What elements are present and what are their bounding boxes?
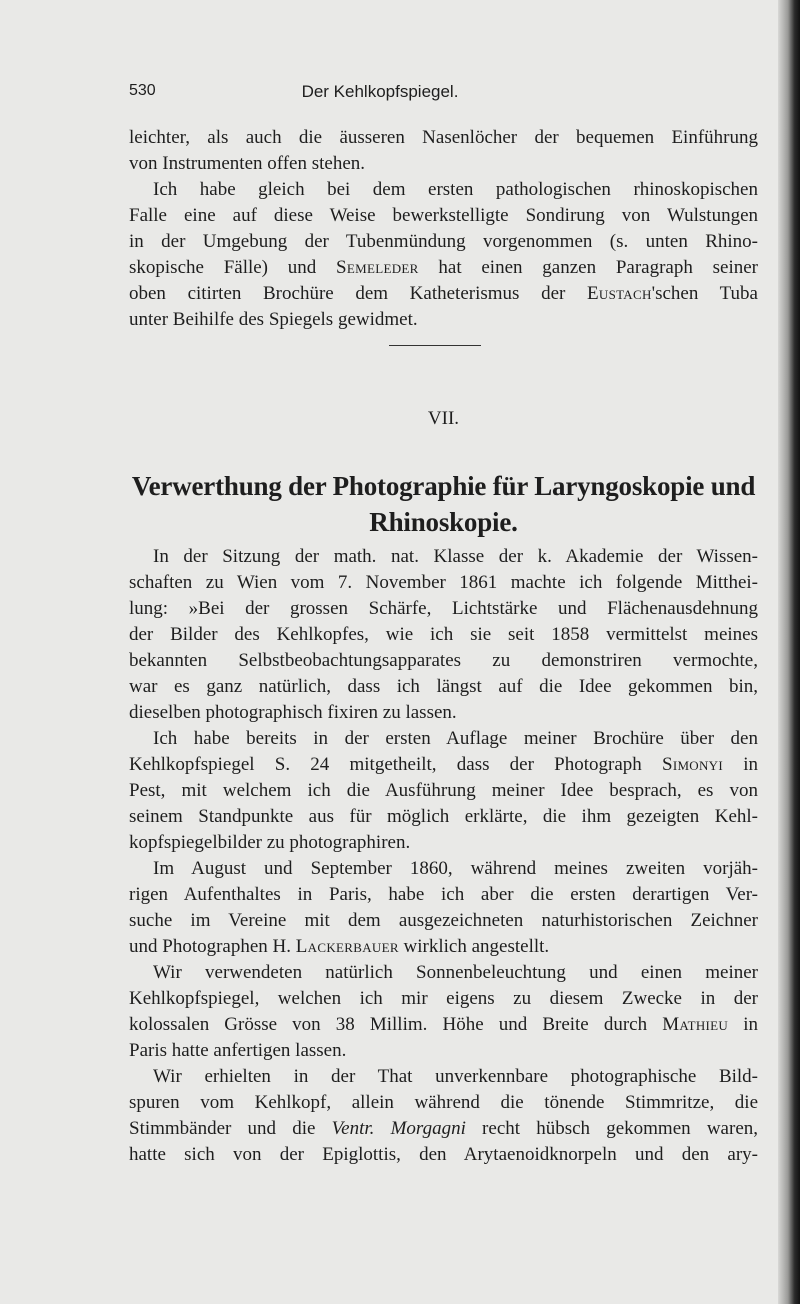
text-run: recht hübsch gekommen waren,: [465, 1118, 758, 1139]
text-line: [129, 934, 758, 960]
author-name: Mathieu: [662, 1014, 729, 1035]
text-run: in: [728, 1014, 758, 1035]
text-line: Pest, mit welchem ich die Ausführung meiner Idee besprach, es von: [129, 780, 758, 801]
section-number: VII.: [427, 408, 460, 429]
text-line: war es ganz natürlich, dass ich längst auf die Idee gekommen bin,: [129, 676, 758, 697]
text-line: in der Umgebung der Tubenmündung vorgenommen (s. unten Rhino-: [129, 231, 758, 252]
author-name: Lackerbauer: [295, 936, 399, 957]
text-run: wirklich angestellt.: [398, 936, 550, 957]
text-run: Stimmbänder und die: [129, 1118, 332, 1139]
text-run: oben citirten Brochüre dem Katheterismus der: [129, 283, 587, 304]
text-run: kolossalen Grösse von 38 Millim. Höhe und Breite durch: [129, 1014, 663, 1035]
text-line: spuren vom Kehlkopf, allein während die tönende Stimmritze, die: [129, 1092, 758, 1113]
text-line: Ich habe gleich bei dem ersten pathologischen rhinoskopischen: [153, 179, 758, 200]
text-run: und Photographen H.: [129, 936, 296, 957]
text-line: hatte sich von der Epiglottis, den Arytaenoidknorpeln und den ary-: [129, 1144, 758, 1165]
section-divider: [389, 345, 481, 346]
text-line: Im August und September 1860, während meines zweiten vorjäh-: [153, 858, 758, 879]
text-line: rigen Aufenthaltes in Paris, habe ich aber die ersten derartigen Ver-: [129, 884, 758, 905]
text-line: Kehlkopfspiegel, welchen ich mir eigens zu diesem Zwecke in der: [129, 988, 758, 1009]
text-line: der Bilder des Kehlkopfes, wie ich sie seit 1858 vermittelst meines: [129, 624, 758, 645]
text-line: [129, 255, 758, 281]
text-line: Ich habe bereits in der ersten Auflage meiner Brochüre über den: [153, 728, 758, 749]
text-line: Wir verwendeten natürlich Sonnenbeleuchtung und einen meiner: [153, 962, 758, 983]
text-line: Wir erhielten in der That unverkennbare photographische Bild-: [153, 1066, 758, 1087]
text-line: [129, 281, 758, 307]
text-run: skopische Fälle) und: [129, 257, 337, 278]
text-run: in: [723, 754, 758, 775]
section-title: [110, 468, 777, 540]
author-name: Eustach: [586, 283, 652, 304]
text-line: unter Beihilfe des Spiegels gewidmet.: [129, 309, 418, 330]
text-line: leichter, als auch die äusseren Nasenlöcher der bequemen Einführung: [129, 127, 758, 148]
italic-term: Ventr. Morgagni: [331, 1118, 466, 1139]
text-line: lung: »Bei der grossen Schärfe, Lichtstärke und Flächenausdehnung: [129, 598, 758, 619]
text-run: hat einen ganzen Paragraph seiner: [418, 257, 758, 278]
text-line: schaften zu Wien vom 7. November 1861 machte ich folgende Mitthei-: [129, 572, 758, 593]
section-title-line: Rhinoskopie.: [369, 507, 518, 537]
text-line: [129, 752, 758, 778]
author-name: Simonyi: [661, 754, 724, 775]
text-line: Falle eine auf diese Weise bewerkstelligte Sondirung von Wulstungen: [129, 205, 758, 226]
text-run: 'schen Tuba: [651, 283, 758, 304]
text-line: [129, 1012, 758, 1038]
text-line: von Instrumenten offen stehen.: [129, 153, 366, 174]
text-run: Kehlkopfspiegel S. 24 mitgetheilt, dass der Photograph: [129, 754, 662, 775]
text-line: In der Sitzung der math. nat. Klasse der k. Akademie der Wissen-: [153, 546, 758, 567]
author-name: Semeleder: [336, 257, 419, 278]
page-number: 530: [129, 82, 156, 99]
text-line: seinem Standpunkte aus für möglich erklärte, die ihm gezeigten Kehl-: [129, 806, 758, 827]
section-title-line: Verwerthung der Photographie für Laryngoskopie und: [131, 471, 756, 501]
text-line: Paris hatte anfertigen lassen.: [129, 1040, 347, 1061]
text-line: bekannten Selbstbeobachtungsapparates zu demonstriren vermochte,: [129, 650, 758, 671]
page-header: [0, 82, 760, 112]
text-line: [129, 1116, 758, 1142]
page-edge-shadow: [778, 0, 800, 1304]
body-text-section: [129, 544, 758, 1168]
text-line: dieselben photographisch fixiren zu lassen.: [129, 702, 457, 723]
text-line: kopfspiegelbilder zu photographiren.: [129, 832, 411, 853]
running-head: Der Kehlkopfspiegel.: [301, 82, 459, 101]
text-line: suche im Vereine mit dem ausgezeichneten naturhistorischen Zeichner: [129, 910, 758, 931]
body-text-top: [129, 125, 758, 333]
